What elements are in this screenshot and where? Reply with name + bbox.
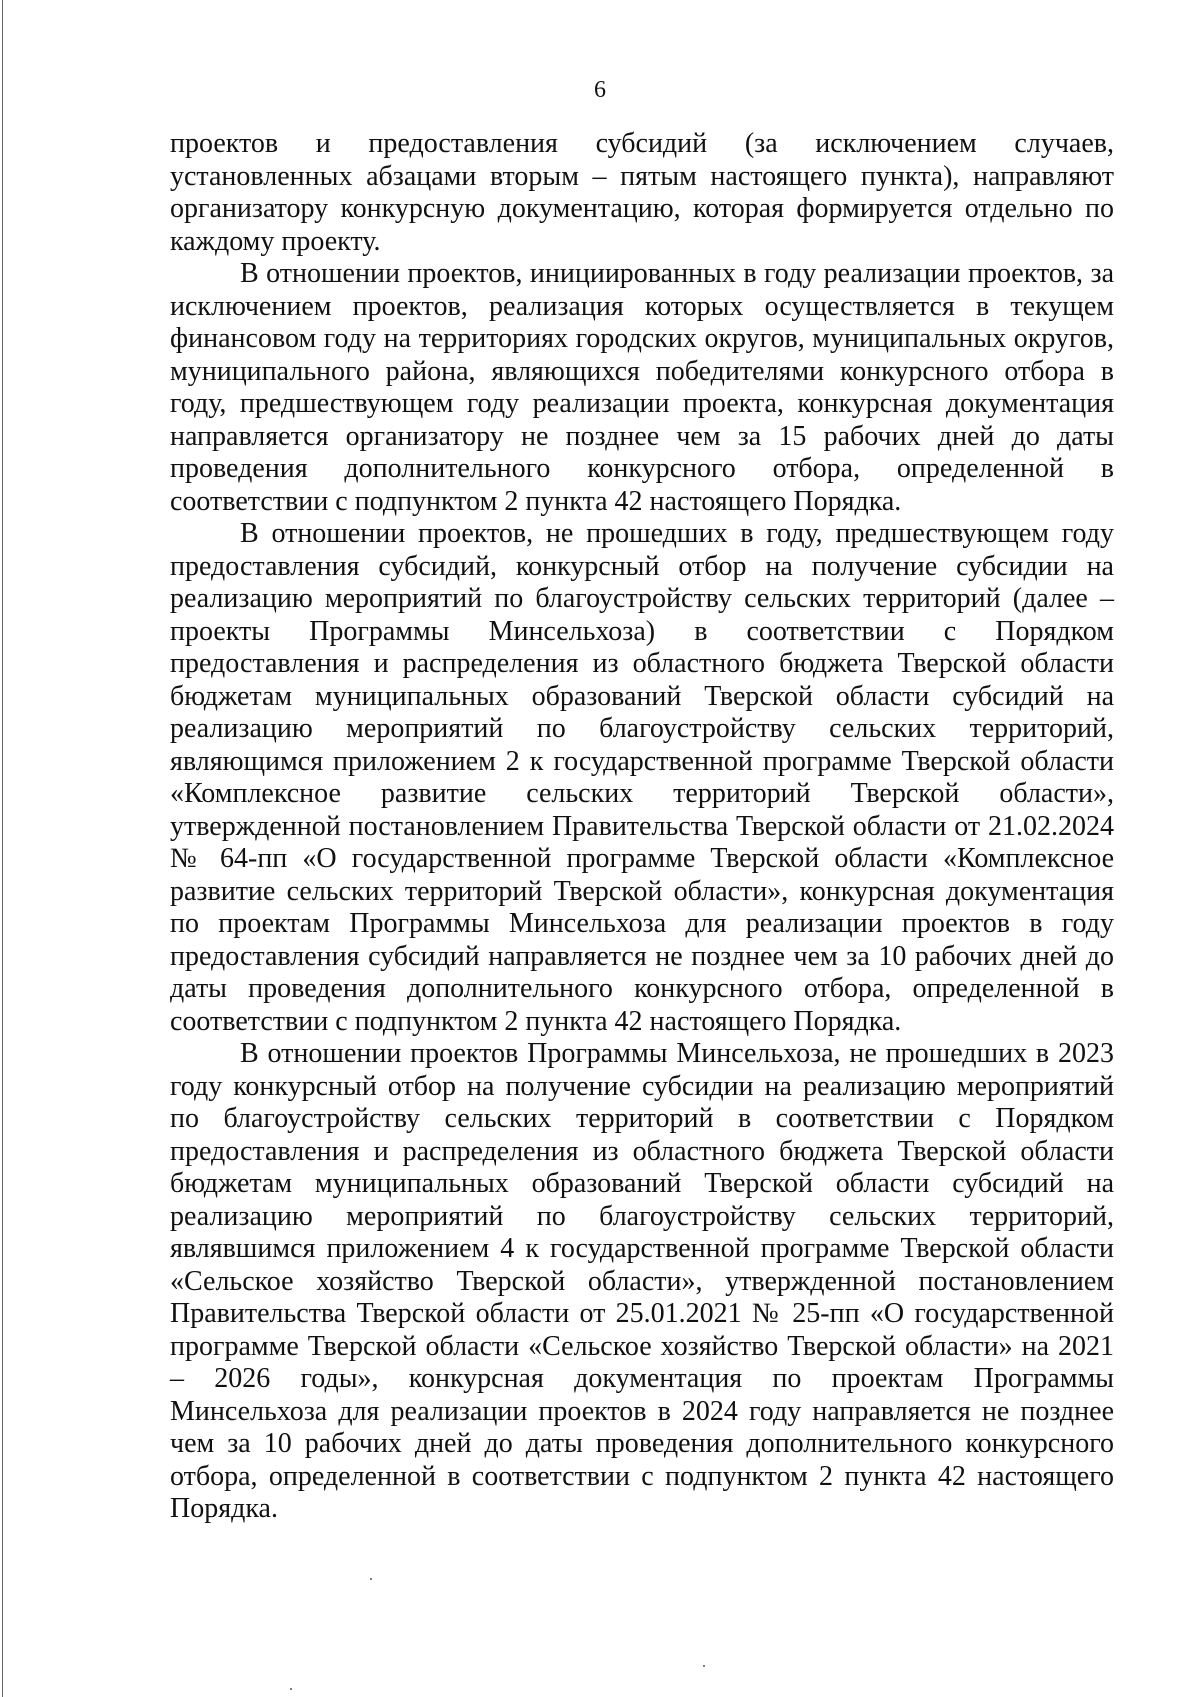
scan-speck	[703, 1665, 705, 1667]
paragraph-2023-projects: В отношении проектов Программы Минсельхоза, не прошедших в 2023 году конкурсный отбор на получение субсидии на реализацию мероприятий по благоустройству сельских территорий в соответствии с Порядком предоставления и распределения из областного бюджета Тверской области бюджетам муниципальных образований Тверской области субсидий на реализацию мероприятий по благоустройству сельских территорий, являвшимся приложением 4 к государственной программе Тверской области «Сельское хозяйство Тверской области», утвержденной постановлением Правительства Тверской области от 25.01.2021 № 25-пп «О государственной программе Тверской области «Сельское хозяйство Тверской области» на 2021 – 2026 годы», конкурсная документация по проектам Программы Минсельхоза для реализации проектов в 2024 году направляется не позднее чем за 10 рабочих дней до даты проведения дополнительного конкурсного отбора, определенной в соответствии с подпунктом 2 пункта 42 настоящего Порядка.	[170, 1038, 1114, 1524]
page-number: 6	[594, 77, 606, 103]
scan-speck	[370, 1578, 372, 1580]
paragraph-minselkhoz-projects: В отношении проектов, не прошедших в году, предшествующем году предоставления субсидий, конкурсный отбор на получение субсидии на реализацию мероприятий по благоустройству сельских территорий (далее – проекты Программы Минсельхоза) в соответствии с Порядком предоставления и распределения из областного бюджета Тверской области бюджетам муниципальных образований Тверской области субсидий на реализацию мероприятий по благоустройству сельских территорий, являющимся приложением 2 к государственной программе Тверской области «Комплексное развитие сельских территорий Тверской области», утвержденной постановлением Правительства Тверской области от 21.02.2024 № 64-пп «О государственной программе Тверской области «Комплексное развитие сельских территорий Тверской области», конкурсная документация по проектам Программы Минсельхоза для реализации проектов в году предоставления субсидий направляется не позднее чем за 10 рабочих дней до даты проведения дополнительного конкурсного отбора, определенной в соответствии с подпунктом 2 пункта 42 настоящего Порядка.	[170, 518, 1114, 1037]
scan-edge-line	[2, 0, 3, 1697]
document-body	[170, 128, 1114, 1526]
paragraph-initiated-projects: В отношении проектов, инициированных в году реализации проектов, за исключением проектов, реализация которых осуществляется в текущем финансовом году на территориях городских округов, муниципальных округов, муниципального района, являющихся победителями конкурсного отбора в году, предшествующем году реализации проекта, конкурсная документация направляется организатору не позднее чем за 15 рабочих дней до даты проведения дополнительного конкурсного отбора, определенной в соответствии с подпунктом 2 пункта 42 настоящего Порядка.	[170, 258, 1114, 517]
paragraph-continuation: проектов и предоставления субсидий (за исключением случаев, установленных абзацами вторым – пятым настоящего пункта), направляют организатору конкурсную документацию, которая формируется отдельно по каждому проекту.	[170, 128, 1114, 257]
scan-speck	[290, 1688, 292, 1690]
